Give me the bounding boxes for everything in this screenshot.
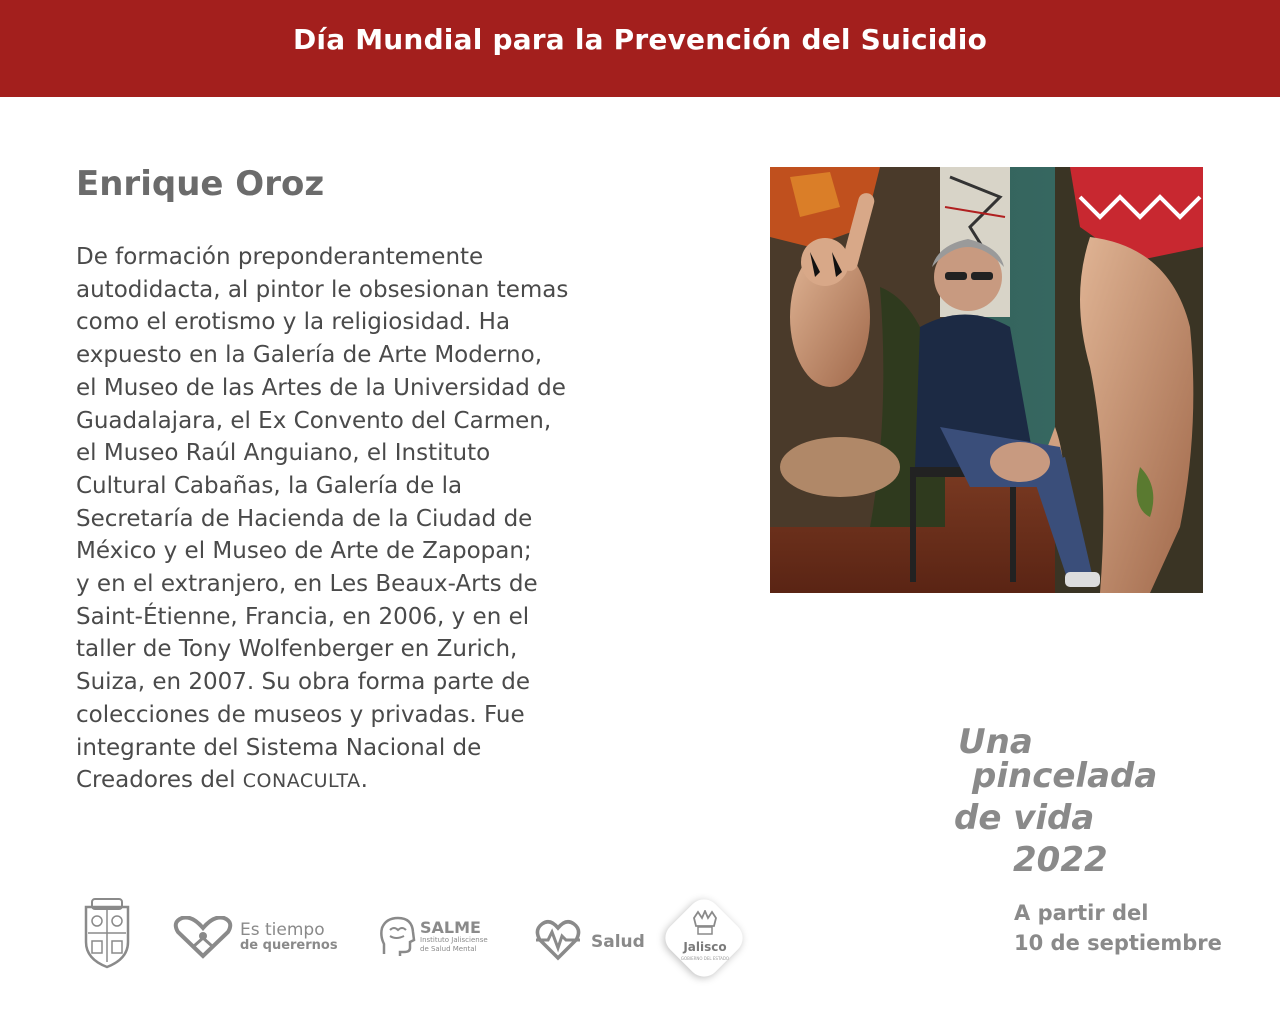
brain-head-icon xyxy=(378,916,416,958)
conaculta-text: CONACULTA xyxy=(242,770,361,793)
campaign-year: 2022 xyxy=(1013,840,1108,880)
salme-line-2: de Salud Mental xyxy=(420,945,477,953)
heart-pulse-icon xyxy=(534,918,582,962)
campaign-date xyxy=(1014,898,1222,958)
campaign-line-1: Una xyxy=(958,722,1033,762)
bio-line: el Museo Raúl Anguiano, el Instituto xyxy=(76,440,491,467)
salme-line-1: Instituto Jalisciense xyxy=(420,936,488,944)
campaign-line-2: pincelada xyxy=(972,756,1158,796)
campaign-line-3: de vida xyxy=(954,798,1095,838)
jalisco-sub: GOBIERNO DEL ESTADO xyxy=(680,956,730,961)
bio-line: el Museo de las Artes de la Universidad de xyxy=(76,374,566,401)
bio-line: Saint-Étienne, Francia, en 2006, y en el xyxy=(76,603,530,630)
bio-line: autodidacta, al pintor le obsesionan temas xyxy=(76,276,569,303)
date-line-2: 10 de septiembre xyxy=(1014,931,1222,955)
bio-line: De formación preponderantemente xyxy=(76,244,484,270)
artist-bio xyxy=(76,241,716,798)
header-banner xyxy=(0,0,1280,97)
bio-line: Cultural Cabañas, la Galería de la xyxy=(76,472,463,499)
artist-photo-illustration xyxy=(770,167,1203,593)
bio-line: como el erotismo y la religiosidad. Ha xyxy=(76,309,511,336)
bio-line: taller de Tony Wolfenberger en Zurich, xyxy=(76,636,518,663)
bio-line-last xyxy=(76,764,716,798)
sponsor-logos xyxy=(78,892,758,987)
salud-label: Salud xyxy=(591,932,645,952)
bio-line: Guadalajara, el Ex Convento del Carmen, xyxy=(76,407,552,434)
campaign-title xyxy=(950,722,1250,882)
jalisco-badge xyxy=(659,893,750,984)
crest-icon xyxy=(78,897,136,969)
jalisco-label: Jalisco xyxy=(683,940,727,954)
bio-line: Suiza, en 2007. Su obra forma parte de xyxy=(76,669,530,696)
bio-line: colecciones de museos y privadas. Fue xyxy=(76,701,525,728)
bio-line: integrante del Sistema Nacional de xyxy=(76,734,482,761)
heart-hands-icon xyxy=(172,916,234,960)
bio-last-prefix: Creadores del xyxy=(76,767,243,794)
bio-line: México y el Museo de Arte de Zapopan; xyxy=(76,538,532,565)
date-line-1: A partir del xyxy=(1014,901,1149,925)
bio-line: y en el extranjero, en Les Beaux-Arts de xyxy=(76,571,538,598)
bio-line: expuesto en la Galería de Arte Moderno, xyxy=(76,342,543,369)
artist-photo xyxy=(770,167,1203,593)
bio-last-suffix: . xyxy=(360,767,368,794)
bio-line: Secretaría de Hacienda de la Ciudad de xyxy=(76,505,533,532)
crest-logo xyxy=(78,897,136,973)
artist-name: Enrique Oroz xyxy=(76,164,325,204)
banner-title: Día Mundial para la Prevención del Suicidio xyxy=(292,23,988,56)
salme-title: SALME xyxy=(420,918,481,937)
jalisco-logo xyxy=(662,896,748,982)
jalisco-crest-icon xyxy=(690,910,720,936)
querernos-line-1: Es tiempo xyxy=(240,920,325,940)
querernos-line-2: de querernos xyxy=(240,938,338,953)
